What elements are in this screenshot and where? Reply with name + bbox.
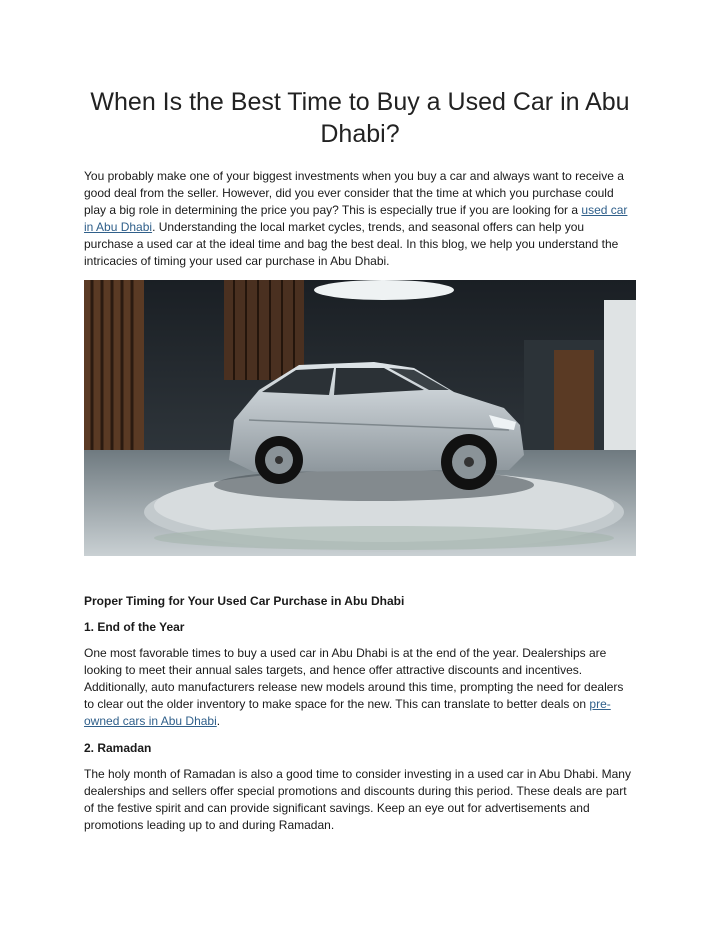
pre-owned-cars-link[interactable]: pre-owned cars in Abu Dhabi [84,697,611,728]
heading-end-of-year: 1. End of the Year [84,620,185,634]
end-of-year-text-2: . [216,714,221,728]
hero-car-image [84,280,636,556]
section-title: Proper Timing for Your Used Car Purchase in Abu Dhabi [84,594,405,608]
showroom-car-illustration [84,280,636,556]
used-car-abu-dhabi-link[interactable]: used car in Abu Dhabi [84,203,628,234]
page-title: When Is the Best Time to Buy a Used Car in Abu Dhabi? [90,88,630,148]
paragraph-ramadan: The holy month of Ramadan is also a good time to consider investing in a used car in Abu Dhabi. Many dealerships and sellers offer special promotions and discounts during this period. These deals are part of the festive spirit and can provide significant savings. Keep an eye out for advertisements and promotions leading up to and during Ramadan. [84,767,631,832]
heading-ramadan: 2. Ramadan [84,741,152,755]
intro-text-1: You probably make one of your biggest investments when you buy a car and always want to receive a good deal from the seller. However, did you ever consider that the time at which you purchase could play a big role in determining the price you pay? This is especially true if you are looking for a [84,169,624,217]
intro-paragraph [84,168,636,270]
intro-text-2: . Understanding the local market cycles, trends, and seasonal offers can help you purchase a used car at the ideal time and bag the best deal. In this blog, we help you understand the intricacies of timing your used car purchase in Abu Dhabi. [84,220,619,268]
end-of-year-text-1: One most favorable times to buy a used car in Abu Dhabi is at the end of the year. Dealerships are looking to meet their annual sales targets, and hence offer attractive discounts and incentives. Additionally, auto manufacturers release new models around this time, prompting the need for dealers to clear out the older inventory to make space for the new. This can translate to better deals on [84,646,624,711]
paragraph-end-of-year [84,645,636,730]
